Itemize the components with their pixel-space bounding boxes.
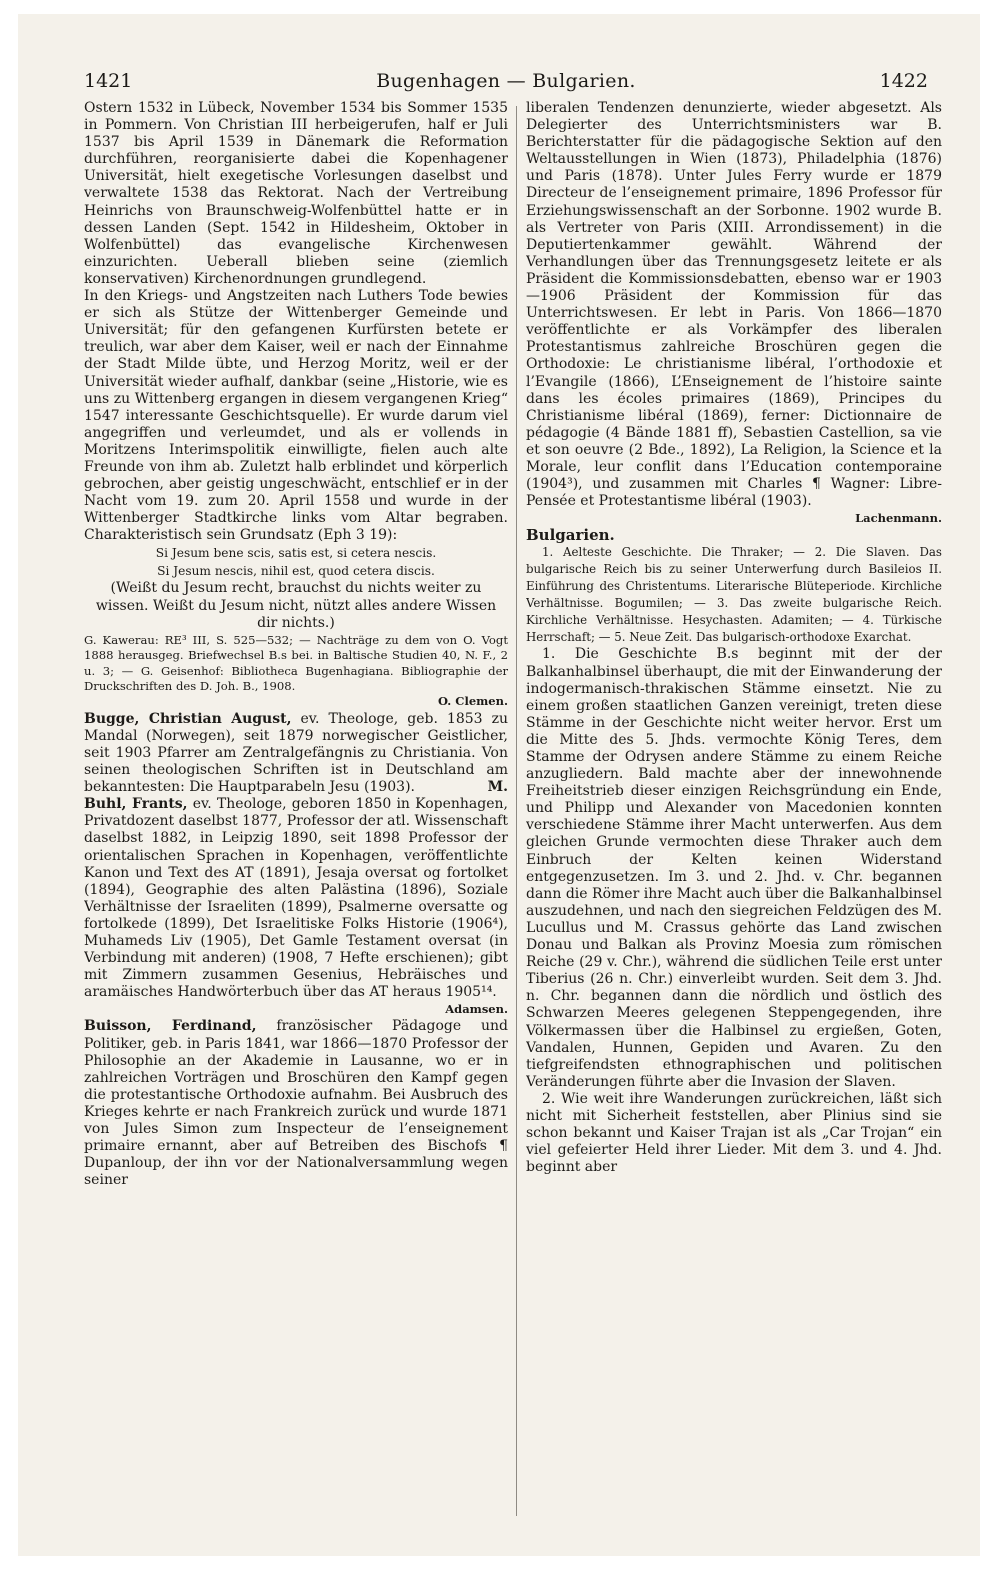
entry-text-bugge: ev. Theologe, geb. 1853 zu Mandal (Norwegen), seit 1879 norwegischer Geistlicher, seit 1903 Pfarrer am Zentralgefängnis zu Christiania. Von seinen theologischen Schriften ist in Deutschland am bekanntesten: Die Hauptparabeln Jesu (1903).: [84, 710, 508, 796]
bulgarien-contents: 1. Aelteste Geschichte. Die Thraker; — 2. Die Slaven. Das bulgarische Reich bis zu seiner Unterwerfung durch Basileios II. Einführung des Christentums. Literarische Blüteperiode. Kirchliche Verhältnisse. Bogumilen; — 3. Das zweite bulgarische Reich. Kirchliche Verhältnisse. Hesychasten. Adamiten; — 4. Türkische Herrschaft; — 5. Neue Zeit. Das bulgarisch-orthodoxe Exarchat.: [526, 545, 942, 645]
author-signature-clemen: O. Clemen.: [437, 694, 508, 709]
buisson-continuation: liberalen Tendenzen denunzierte, wieder abgesetzt. Als Delegierter des Unterrichtsministers war B. Berichterstatter für die pädagogische Sektion auf den Weltausstellungen in Wien (1873), Philadelphia (1876) und Paris (1878). Unter Jules Ferry wurde er 1879 Directeur de l’enseignement primaire, 1896 Professor für Erziehungswissenschaft an der Sorbonne. 1902 wurde B. als Vertreter von Paris (XIII. Arrondissement) in die Deputiertenkammer gewählt. Während der Verhandlungen über das Trennungsgesetz leitete er als Präsident die Kommissionsdebatten, ebenso war er 1903—1906 Präsident der Kommission für das Unterrichtswesen. Er lebt in Paris. Von 1866—1870 veröffentlichte er als Vorkämpfer des liberalen Protestantismus zahlreiche Broschüren gegen die Orthodoxie: Le christianisme libéral, l’orthodoxie et l’Evangile (1866), L’Enseignement de l’histoire sainte dans les écoles primaires (1869), Principes du Christianisme libéral (1869), ferner: Dictionnaire de pédagogie (4 Bände 1881 ff), Sebastien Castellion, sa vie et son oeuvre (2 Bde., 1892), La Religion, la Science et la Morale, leur conflit dans l’Education contemporaine (1904³), und zusammen mit Charles ¶ Wagner: Libre-Pensée et Protestantisme libéral (1903).: [526, 100, 942, 510]
author-signature-lachenmann: Lachenmann.: [855, 511, 942, 526]
author-signature-m: M.: [487, 779, 508, 796]
column-divider: [516, 106, 517, 1516]
left-column: [84, 100, 508, 1520]
bulgarien-paragraph-1: 1. Die Geschichte B.s beginnt mit der der Balkanhalbinsel überhaupt, die mit der Einwanderung der indogermanisch-thrakischen Stämme einsetzt. Nie zu einem großen staatlichen Ganzen vereinigt, treten diese Stämme in der Geschichte nicht weiter hervor. Erst um die Mitte des 5. Jhds. vermochte König Teres, dem Stamme der Odrysen andere Stämme zu einem Reiche anzugliedern. Bald machte aber der innewohnende Freiheitstrieb dieser einzigen Reichsgründung ein Ende, und Philipp und Alexander von Macedonien konnten verschiedene Stämme ihrer Macht unterwerfen. Aus dem gleichen Grunde vermochten diese Thraker auch dem Einbruch der Kelten keinen Widerstand entgegenzusetzen. Im 3. und 2. Jhd. v. Chr. begannen dann die Römer ihre Macht auch über die Balkanhalbinsel auszudehnen, und nach den siegreichen Feldzügen des M. Lucullus und M. Crassus gehörte das Land zwischen Donau und Balkan als Provinz Moesia zum römischen Reiche (29 v. Chr.), während die südlichen Teile erst unter Tiberius (26 n. Chr.) einverleibt wurden. Seit dem 3. Jhd. n. Chr. begannen dann die nördlich und östlich des Schwarzen Meeres gelegenen Steppengegenden, ihre Völkermassen über die Halbinsel zu ergießen, Goten, Vandalen, Hunnen, Gepiden und Avaren. Zu den tiefgreifendsten ethnographischen und politischen Veränderungen führte aber die Invasion der Slaven.: [526, 646, 942, 1090]
quote-translation: (Weißt du Jesum recht, brauchst du nichts weiter zu wissen. Weißt du Jesum nicht, nützt alles andere Wissen dir nichts.): [95, 580, 497, 631]
right-column: [526, 100, 942, 1520]
entry-buisson: [84, 1018, 508, 1189]
entry-head-buhl: Buhl, Frants,: [84, 796, 188, 813]
entry-text-buisson: französischer Pädagoge und Politiker, geb. in Paris 1841, war 1866—1870 Professor der Philosophie an der Akademie in Lausanne, wo er in zahlreichen Vorträgen und Broschüren den Kampf gegen die protestantische Orthodoxie aufnahm. Bei Ausbruch des Krieges kehrte er nach Frankreich zurück und wurde 1871 von Jules Simon zum Inspecteur de l’enseignement primaire ernannt, aber auf Betreiben des Bischofs ¶ Dupanloup, der ihn vor der Nationalversammlung wegen seiner: [84, 1018, 508, 1189]
entry-text-buhl: ev. Theologe, geboren 1850 in Kopenhagen, Privatdozent daselbst 1877, Professor der atl. Wissenschaft daselbst 1882, in Leipzig 1890, seit 1898 Professor der orientalischen Sprachen in Kopenhagen, veröffentlichte Kanon und Text des AT (1891), Jesaja oversat og fortolket (1894), Geographie des alten Palästina (1896), Soziale Verhältnisse der Israeliten (1899), Psalmerne oversatte og fortolkede (1899), Det Israelitiske Folks Historie (1906⁴), Muhameds Liv (1905), Det Gamle Testament oversat (in Verbindung mit anderen) (1908, 7 Hefte erschienen); gibt mit Zimmern zusammen Gesenius, Hebräisches und aramäisches Handwörterbuch über das AT heraus 1905¹⁴.: [84, 796, 508, 1001]
literature-text: G. Kawerau: RE³ III, S. 525—532; — Nachträge zu dem von O. Vogt 1888 herausgeg. Briefwechsel B.s bei. in Baltische Studien 40, N. F., 2 u. 3; — G. Geisenhof: Bibliotheca Bugenhagiana. Bibliographie der Druckschriften des D. Joh. B., 1908.: [84, 632, 508, 693]
latin-quote-1: Si Jesum bene scis, satis est, si cetera nescis.: [155, 546, 437, 561]
author-signature-adamsen: Adamsen.: [445, 1002, 508, 1017]
left-page-number: 1421: [84, 70, 133, 92]
entry-head-bugge: Bugge, Christian August,: [84, 710, 292, 727]
page-header: [84, 64, 928, 98]
entry-head-bulgarien: Bulgarien.: [526, 526, 615, 545]
literature-bugenhagen: [84, 633, 508, 710]
scanned-page: [18, 14, 980, 1556]
bugenhagen-paragraph-2: In den Kriegs- und Angstzeiten nach Luthers Tode bewies er sich als Stütze der Wittenberger Gemeinde und Universität; für den gefangenen Kurfürsten betete er treulich, war aber dem Kaiser, weil er nach der Einnahme der Stadt Milde übte, und Herzog Moritz, weil er der Universität wieder aufhalf, dankbar (seine „Historie, wie es uns zu Wittenberg ergangen in diesem vergangenen Krieg“ 1547 interessante Geschichtsquelle). Er wurde darum viel angegriffen und verleumdet, und als er vollends in Moritzens Interimspolitik einwilligte, fielen auch alte Freunde von ihm ab. Zuletzt halb erblindet und körperlich gebrochen, aber geistig ungeschwächt, entschlief er in der Nacht vom 19. zum 20. April 1558 und wurde in der Wittenberger Stadtkirche links vom Altar begraben. Charakteristisch sein Grundsatz (Eph 3 19):: [84, 288, 508, 544]
running-title: Bugenhagen — Bulgarien.: [376, 70, 636, 92]
bulgarien-paragraph-2: 2. Wie weit ihre Wanderungen zurückreichen, läßt sich nicht mit Sicherheit feststellen, aber Plinius sind sie schon bekannt und Kaiser Trajan ist als „Car Trojan“ ein viel gefeierter Held ihrer Lieder. Mit dem 3. und 4. Jhd. beginnt aber: [526, 1090, 942, 1176]
entry-buhl: [84, 796, 508, 1018]
latin-quote-2: Si Jesum nescis, nihil est, quod cetera discis.: [157, 563, 435, 578]
right-page-number: 1422: [879, 70, 928, 92]
entry-head-buisson: Buisson, Ferdinand,: [84, 1018, 257, 1035]
bugenhagen-paragraph-1: Ostern 1532 in Lübeck, November 1534 bis Sommer 1535 in Pommern. Von Christian III herbeigerufen, half er Juli 1537 bis April 1539 in Dänemark die Reformation durchführen, reorganisierte dabei die Kopenhagener Universität, hielt exegetische Vorlesungen daselbst und verwaltete 1538 das Rektorat. Nach der Vertreibung Heinrichs von Braunschweig-Wolfenbüttel hatte er in dessen Landen (Sept. 1542 in Hildesheim, Oktober in Wolfenbüttel) das evangelische Kirchenwesen einzurichten. Ueberall blieben seine (ziemlich konservativen) Kirchenordnungen grundlegend.: [84, 100, 508, 287]
entry-bugge: [84, 711, 508, 796]
